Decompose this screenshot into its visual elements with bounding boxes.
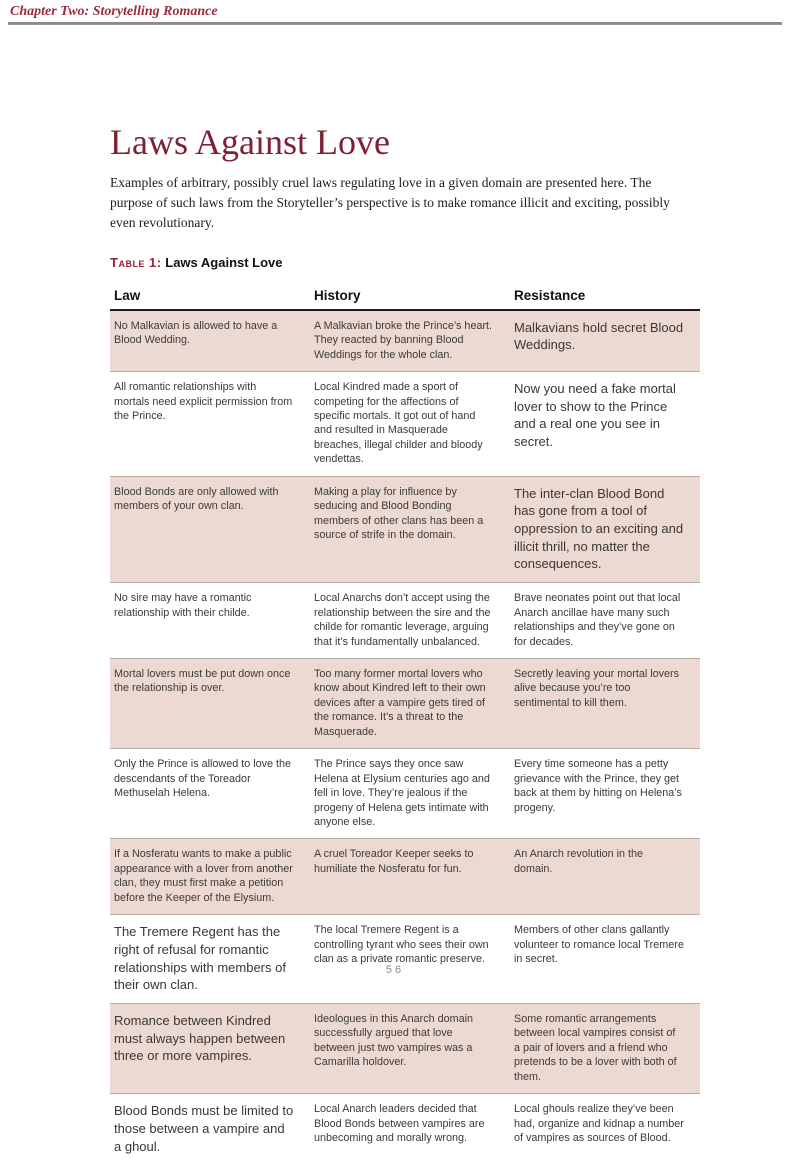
cell-law: Blood Bonds are only allowed with members of your own clan. [110, 476, 310, 582]
table-row [110, 658, 700, 748]
cell-law: Blood Bonds must be limited to those between a vampire and a ghoul. [110, 1094, 310, 1164]
cell-history: A cruel Toreador Keeper seeks to humiliate the Nosferatu for fun. [310, 839, 510, 915]
table-row [110, 749, 700, 839]
cell-resistance: Members of other clans gallantly volunteer to romance local Tremere in secret. [510, 915, 700, 1004]
table-row [110, 1094, 700, 1164]
table-label [110, 255, 702, 270]
cell-resistance: Secretly leaving your mortal lovers alive because you’re too sentimental to kill them. [510, 658, 700, 748]
page-number: 56 [385, 964, 405, 976]
table-caption: Laws Against Love [165, 254, 283, 270]
cell-law: The Tremere Regent has the right of refusal for romantic relationships with members of their own clan. [110, 915, 310, 1004]
table-row [110, 839, 700, 915]
table-row [110, 476, 700, 582]
cell-resistance: Now you need a fake mortal lover to show to the Prince and a real one you see in secret. [510, 372, 700, 477]
cell-law: No Malkavian is allowed to have a Blood Wedding. [114, 319, 278, 347]
cell-resistance: Brave neonates point out that local Anarch ancillae have many such relationships and they’ve gone on for decades. [510, 583, 700, 659]
page-title: Laws Against Love [110, 122, 390, 162]
table-row [110, 583, 700, 659]
column-header-resistance: Resistance [510, 282, 700, 310]
cell-history: The local Tremere Regent is a controlling tyrant who sees their own clan as a private romantic preserve. [310, 915, 510, 1004]
table-header-row [110, 282, 700, 310]
cell-history: Ideologues in this Anarch domain successfully argued that love between just two vampires was a Camarilla holdover. [310, 1003, 510, 1093]
table-label-number: Table 1: [110, 254, 162, 270]
cell-law: All romantic relationships with mortals need explicit permission from the Prince. [110, 372, 310, 477]
cell-resistance: Some romantic arrangements between local vampires consist of a pair of lovers and a friend who pretends to be a lover with both of them. [510, 1003, 700, 1093]
cell-law: Only the Prince is allowed to love the descendants of the Toreador Methuselah Helena. [110, 749, 310, 839]
cell-history: Local Anarchs don’t accept using the relationship between the sire and the childe for romantic leverage, arguing that it’s fundamentally unbalanced. [310, 583, 510, 659]
cell-history: The Prince says they once saw Helena at Elysium centuries ago and fell in love. They’re jealous if the progeny of Helena gets intimate with anyone else. [310, 749, 510, 839]
table-row [110, 1003, 700, 1093]
cell-resistance: Local ghouls realize they’ve been had, organize and kidnap a number of vampires as sources of Blood. [510, 1094, 700, 1164]
cell-law: Romance between Kindred must always happen between three or more vampires. [110, 1003, 310, 1093]
cell-resistance: Malkavians hold secret Blood Weddings. [514, 319, 684, 353]
cell-resistance: Every time someone has a petty grievance with the Prince, they get back at them by hitting on Helena’s progeny. [510, 749, 700, 839]
column-header-history: History [310, 282, 510, 310]
cell-history: A Malkavian broke the Prince’s heart. They reacted by banning Blood Weddings for the whole clan. [314, 319, 493, 361]
cell-history: Local Kindred made a sport of competing for the affections of specific mortals. It got out of hand and resulted in Masquerade breaches, illegal childer and bloody vendettas. [310, 372, 510, 477]
cell-resistance: The inter-clan Blood Bond has gone from a tool of oppression to an exciting and illicit thrill, no matter the consequences. [510, 476, 700, 582]
page-content [110, 0, 702, 1164]
table-row [110, 915, 700, 1004]
intro-paragraph: Examples of arbitrary, possibly cruel laws regulating love in a given domain are presented here. The purpose of such laws from the Storyteller’s perspective is to make romance illicit and exciting, possibly even revolutionary. [110, 174, 670, 230]
cell-history: Too many former mortal lovers who know about Kindred left to their own devices after a vampire gets tired of the romance. It’s a threat to the Masquerade. [310, 658, 510, 748]
table-row [110, 372, 700, 477]
chapter-header: Chapter Two: Storytelling Romance [10, 4, 218, 19]
cell-history: Local Anarch leaders decided that Blood Bonds between vampires are unbecoming and morally wrong. [310, 1094, 510, 1164]
cell-history: Making a play for influence by seducing and Blood Bonding members of other clans has been a source of strife in the domain. [310, 476, 510, 582]
cell-law: No sire may have a romantic relationship with their childe. [110, 583, 310, 659]
cell-resistance: An Anarch revolution in the domain. [510, 839, 700, 915]
table-row [110, 310, 700, 372]
cell-law: Mortal lovers must be put down once the relationship is over. [110, 658, 310, 748]
laws-against-love-table [110, 282, 700, 1164]
column-header-law: Law [110, 282, 310, 310]
cell-law: If a Nosferatu wants to make a public appearance with a lover from another clan, they must first make a petition before the Keeper of the Elysium. [110, 839, 310, 915]
